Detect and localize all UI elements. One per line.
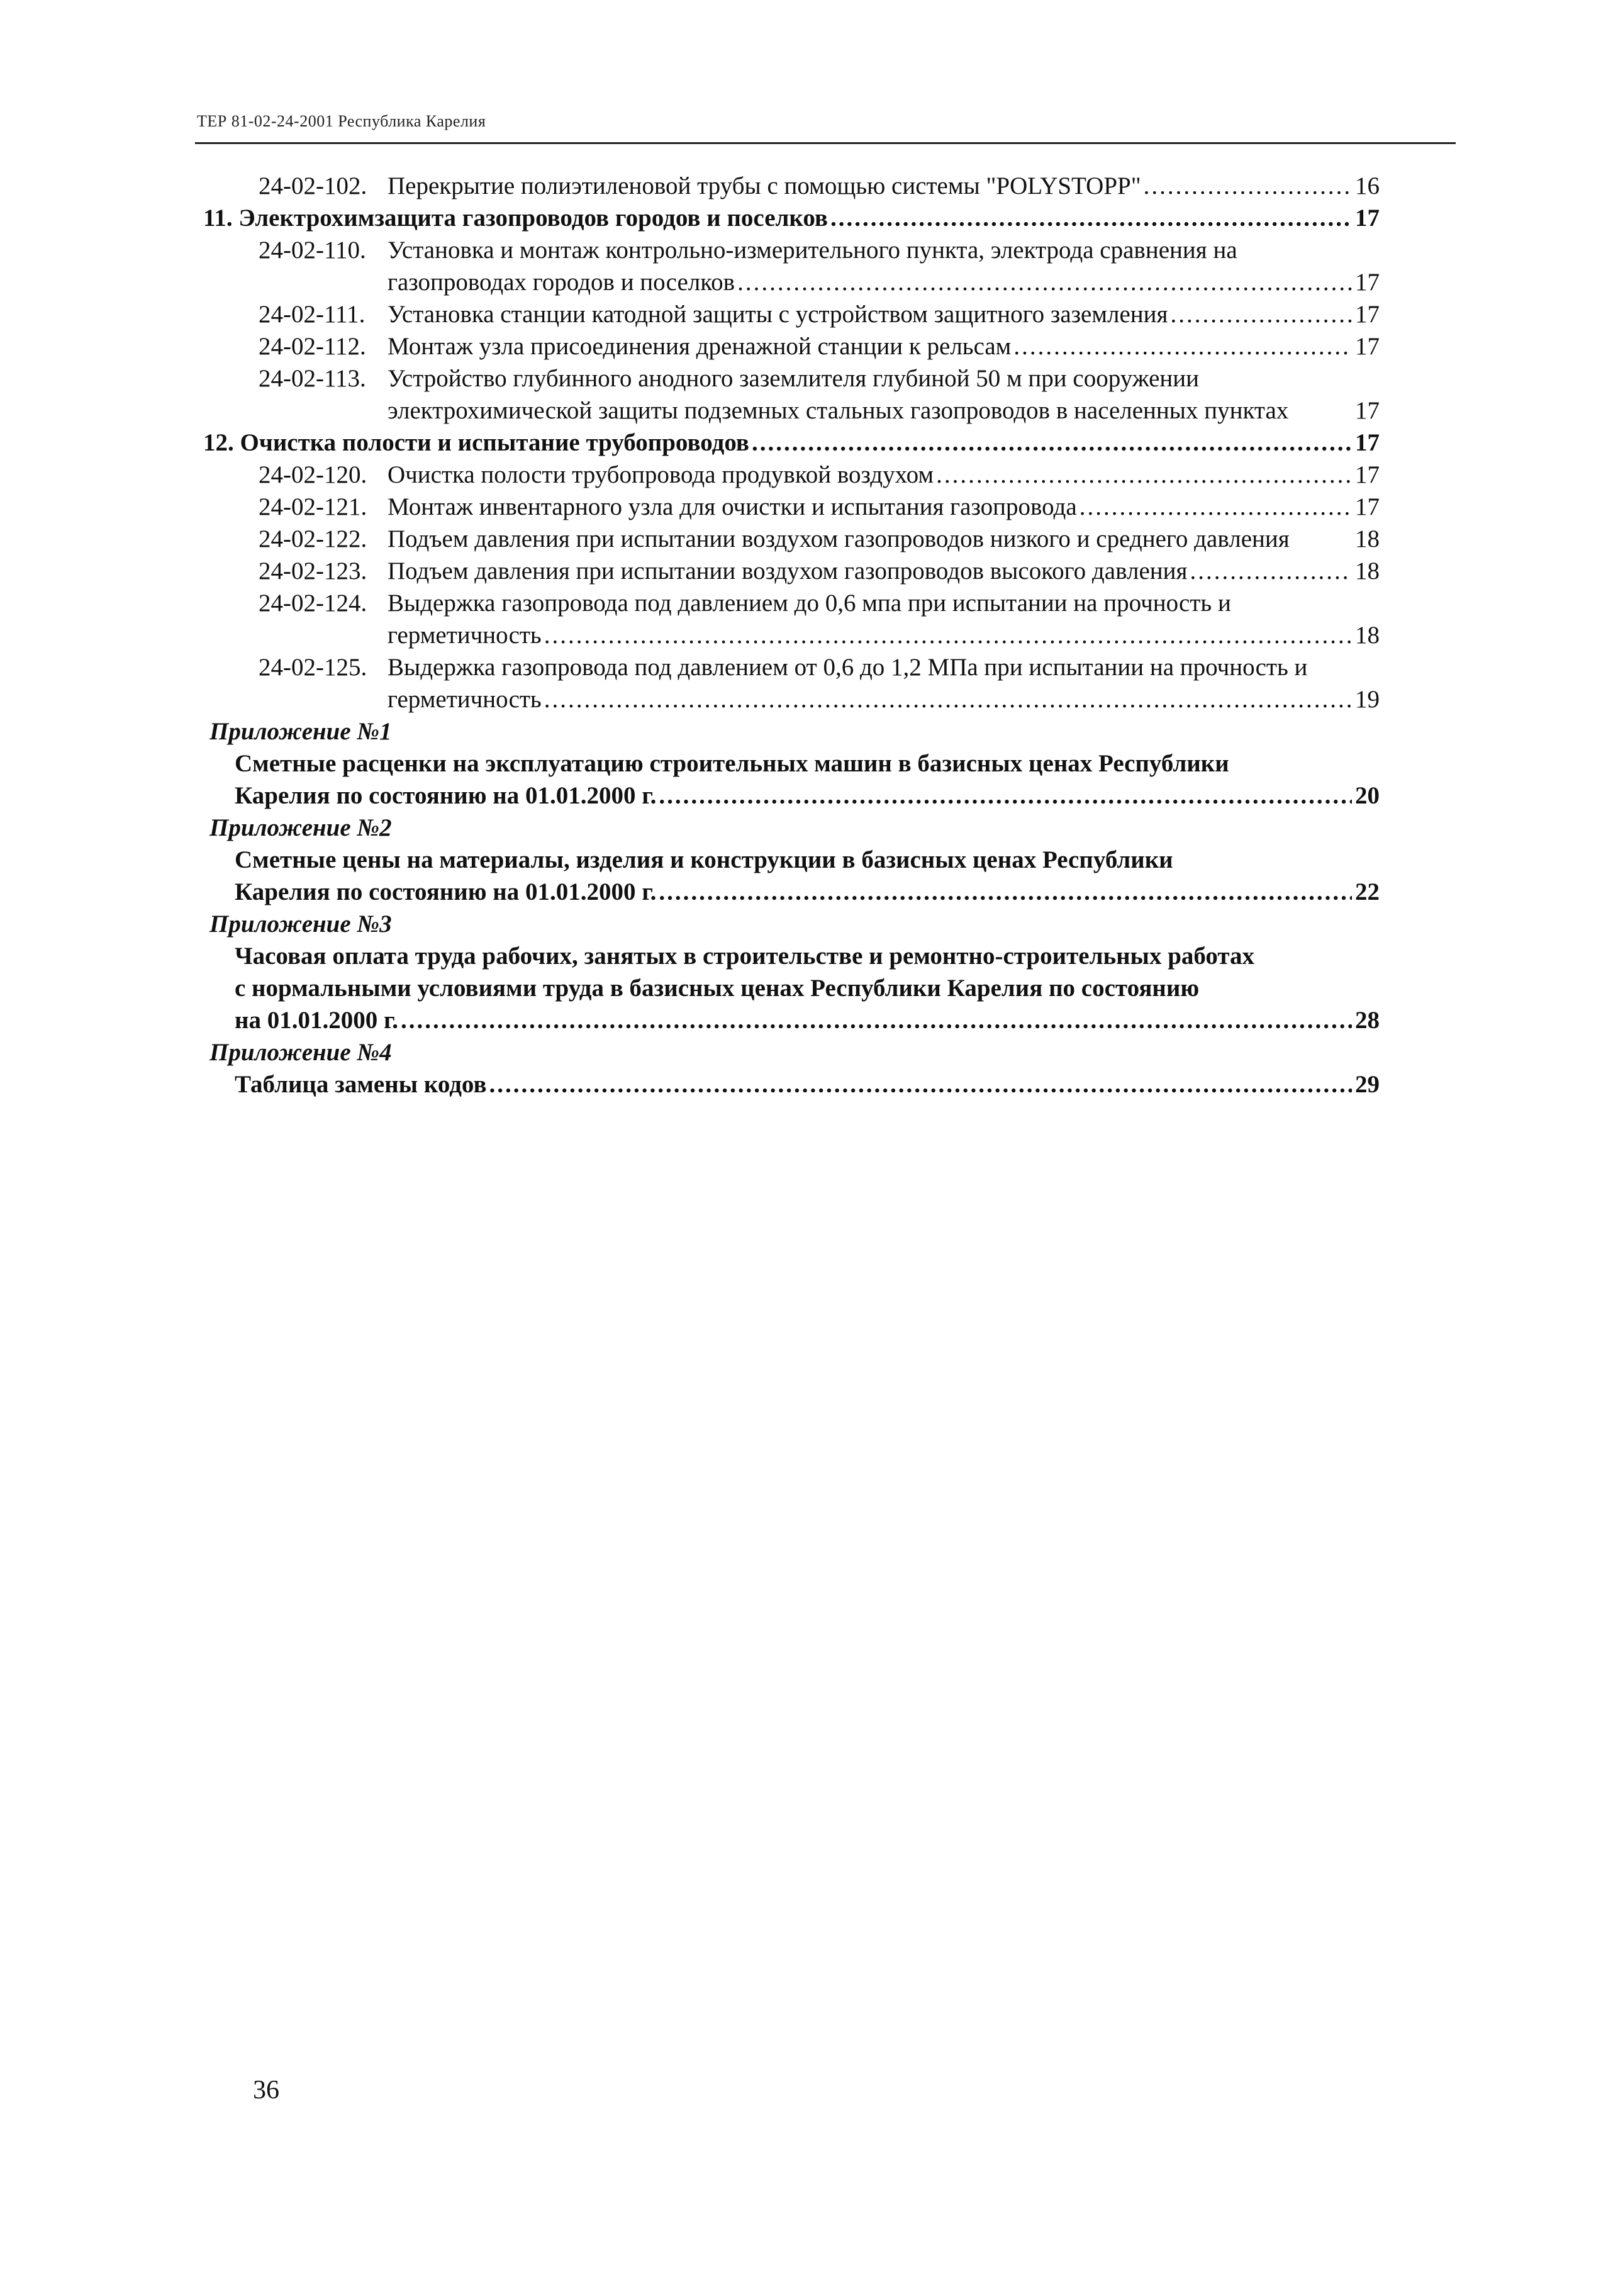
toc-entry-page: 17 [1355,333,1380,360]
toc-entry [197,362,1380,395]
dot-leader [737,266,1352,298]
toc-entry-page: 22 [1355,878,1380,905]
toc-entry [197,1036,1380,1068]
toc-entry-page: 29 [1355,1071,1380,1098]
toc-entry [197,523,1380,555]
toc-entry-title: Монтаж инвентарного узла для очистки и испытания газопровода [388,493,1077,520]
toc-entry [197,491,1380,523]
toc-entry-page: 18 [1355,557,1380,585]
toc-entry-title: газопроводах городов и поселков [388,269,735,296]
dot-leader [1190,555,1352,587]
toc-entry-page: 19 [1355,686,1380,713]
toc-entry-title: Подъем давления при испытании воздухом газопроводов высокого давления [388,557,1188,585]
toc-entry-page: 17 [1355,429,1380,456]
toc-entry-title: Приложение №3 [209,910,392,938]
toc-entry-title: Очистка полости трубопровода продувкой воздухом [388,461,934,488]
toc-entry-title: герметичность [388,622,542,649]
toc-entry-code: 24-02-121. [259,493,367,520]
toc-entry-title: Подъем давления при испытании воздухом газопроводов низкого и среднего давления [388,525,1290,552]
toc-entry-page: 17 [1355,397,1380,424]
toc-entry-title: Часовая оплата труда рабочих, занятых в строительстве и ремонтно-строительных работах [235,943,1255,970]
toc-entry-title: Перекрытие полиэтиленовой трубы с помощью системы "POLYSTOPP" [388,172,1141,199]
toc-entry-code: 24-02-112. [259,333,366,360]
toc-entry-page: 17 [1355,493,1380,520]
dot-leader [1170,298,1352,330]
toc-entry [197,234,1380,266]
toc-entry [197,170,1380,202]
dot-leader [1080,491,1352,523]
toc-entry [197,812,1380,844]
toc-entry-code: 24-02-125. [259,654,367,681]
table-of-contents [197,170,1380,1100]
toc-entry-page: 16 [1355,172,1380,199]
dot-leader [489,1068,1352,1100]
toc-entry-title: 12. Очистка полости и испытание трубопроводов [203,429,749,456]
toc-entry [197,940,1380,972]
dot-leader [401,1004,1352,1036]
toc-entry [197,395,1380,427]
toc-entry-code: 24-02-124. [259,590,367,617]
toc-entry-page: 17 [1355,204,1380,232]
toc-entry [197,908,1380,940]
toc-entry-page: 18 [1355,622,1380,649]
toc-entry-title: Устройство глубинного анодного заземлителя глубиной 50 м при сооружении [388,365,1200,392]
toc-entry [197,1004,1380,1036]
toc-entry-title: Карелия по состоянию на 01.01.2000 г. [235,782,657,809]
toc-entry-page: 20 [1355,782,1380,809]
toc-entry-title: Карелия по состоянию на 01.01.2000 г. [235,878,657,905]
dot-leader [830,202,1352,234]
dot-leader [1144,170,1352,202]
dot-leader [659,876,1352,908]
toc-entry [197,619,1380,651]
toc-entry-page: 18 [1355,525,1380,552]
toc-entry-code: 24-02-113. [259,365,366,392]
toc-entry-code: 24-02-102. [259,172,367,199]
toc-entry-page: 17 [1355,269,1380,296]
toc-entry [197,748,1380,780]
toc-entry-title: Приложение №4 [209,1039,392,1066]
toc-entry-title: Выдержка газопровода под давлением до 0,6 мпа при испытании на прочность и [388,590,1231,617]
page-number: 36 [253,2076,279,2105]
toc-entry [197,876,1380,908]
toc-entry-title: Приложение №1 [209,718,392,745]
toc-entry-code: 24-02-120. [259,461,367,488]
dot-leader [659,780,1352,812]
toc-entry-code: 24-02-123. [259,557,367,585]
toc-entry [197,330,1380,362]
toc-entry-title: электрохимической защиты подземных стальных газопроводов в населенных пунктах [388,397,1289,424]
toc-entry [197,298,1380,330]
toc-entry-title: 11. Электрохимзащита газопроводов городов и поселков [203,204,828,232]
toc-entry [197,780,1380,812]
running-header: ТЕР 81-02-24-2001 Республика Карелия [197,112,486,130]
toc-entry-title: на 01.01.2000 г. [235,1007,399,1034]
toc-entry-page: 17 [1355,301,1380,328]
toc-entry [197,972,1380,1004]
toc-entry-code: 24-02-122. [259,525,367,552]
header-rule [195,142,1456,144]
dot-leader [544,619,1352,651]
toc-entry [197,555,1380,587]
dot-leader [752,427,1352,459]
toc-entry-code: 24-02-111. [259,301,365,328]
toc-entry [197,651,1380,683]
toc-entry-title: Таблица замены кодов [235,1071,487,1098]
toc-entry [197,202,1380,234]
toc-entry-title: Сметные цены на материалы, изделия и конструкции в базисных ценах Республики [235,846,1173,873]
toc-entry [197,459,1380,491]
toc-entry-title: герметичность [388,686,542,713]
toc-entry [197,427,1380,459]
toc-entry [197,266,1380,298]
toc-entry-title: Установка станции катодной защиты с устройством защитного заземления [388,301,1168,328]
toc-entry [197,587,1380,619]
toc-entry-title: Выдержка газопровода под давлением от 0,6 до 1,2 МПа при испытании на прочность и [388,654,1308,681]
toc-entry-title: с нормальными условиями труда в базисных ценах Республики Карелия по состоянию [235,975,1200,1002]
toc-entry-title: Приложение №2 [209,814,392,841]
toc-entry-code: 24-02-110. [259,237,366,264]
toc-entry-title: Установка и монтаж контрольно-измерительного пункта, электрода сравнения на [388,237,1237,264]
dot-leader [544,683,1352,715]
toc-entry [197,1068,1380,1100]
dot-leader [1013,330,1352,362]
toc-entry-title: Монтаж узла присоединения дренажной станции к рельсам [388,333,1012,360]
toc-entry [197,683,1380,715]
dot-leader [936,459,1352,491]
toc-entry-title: Сметные расценки на эксплуатацию строительных машин в базисных ценах Республики [235,750,1229,777]
toc-entry [197,844,1380,876]
toc-entry-page: 17 [1355,461,1380,488]
toc-entry [197,715,1380,748]
toc-entry-page: 28 [1355,1007,1380,1034]
